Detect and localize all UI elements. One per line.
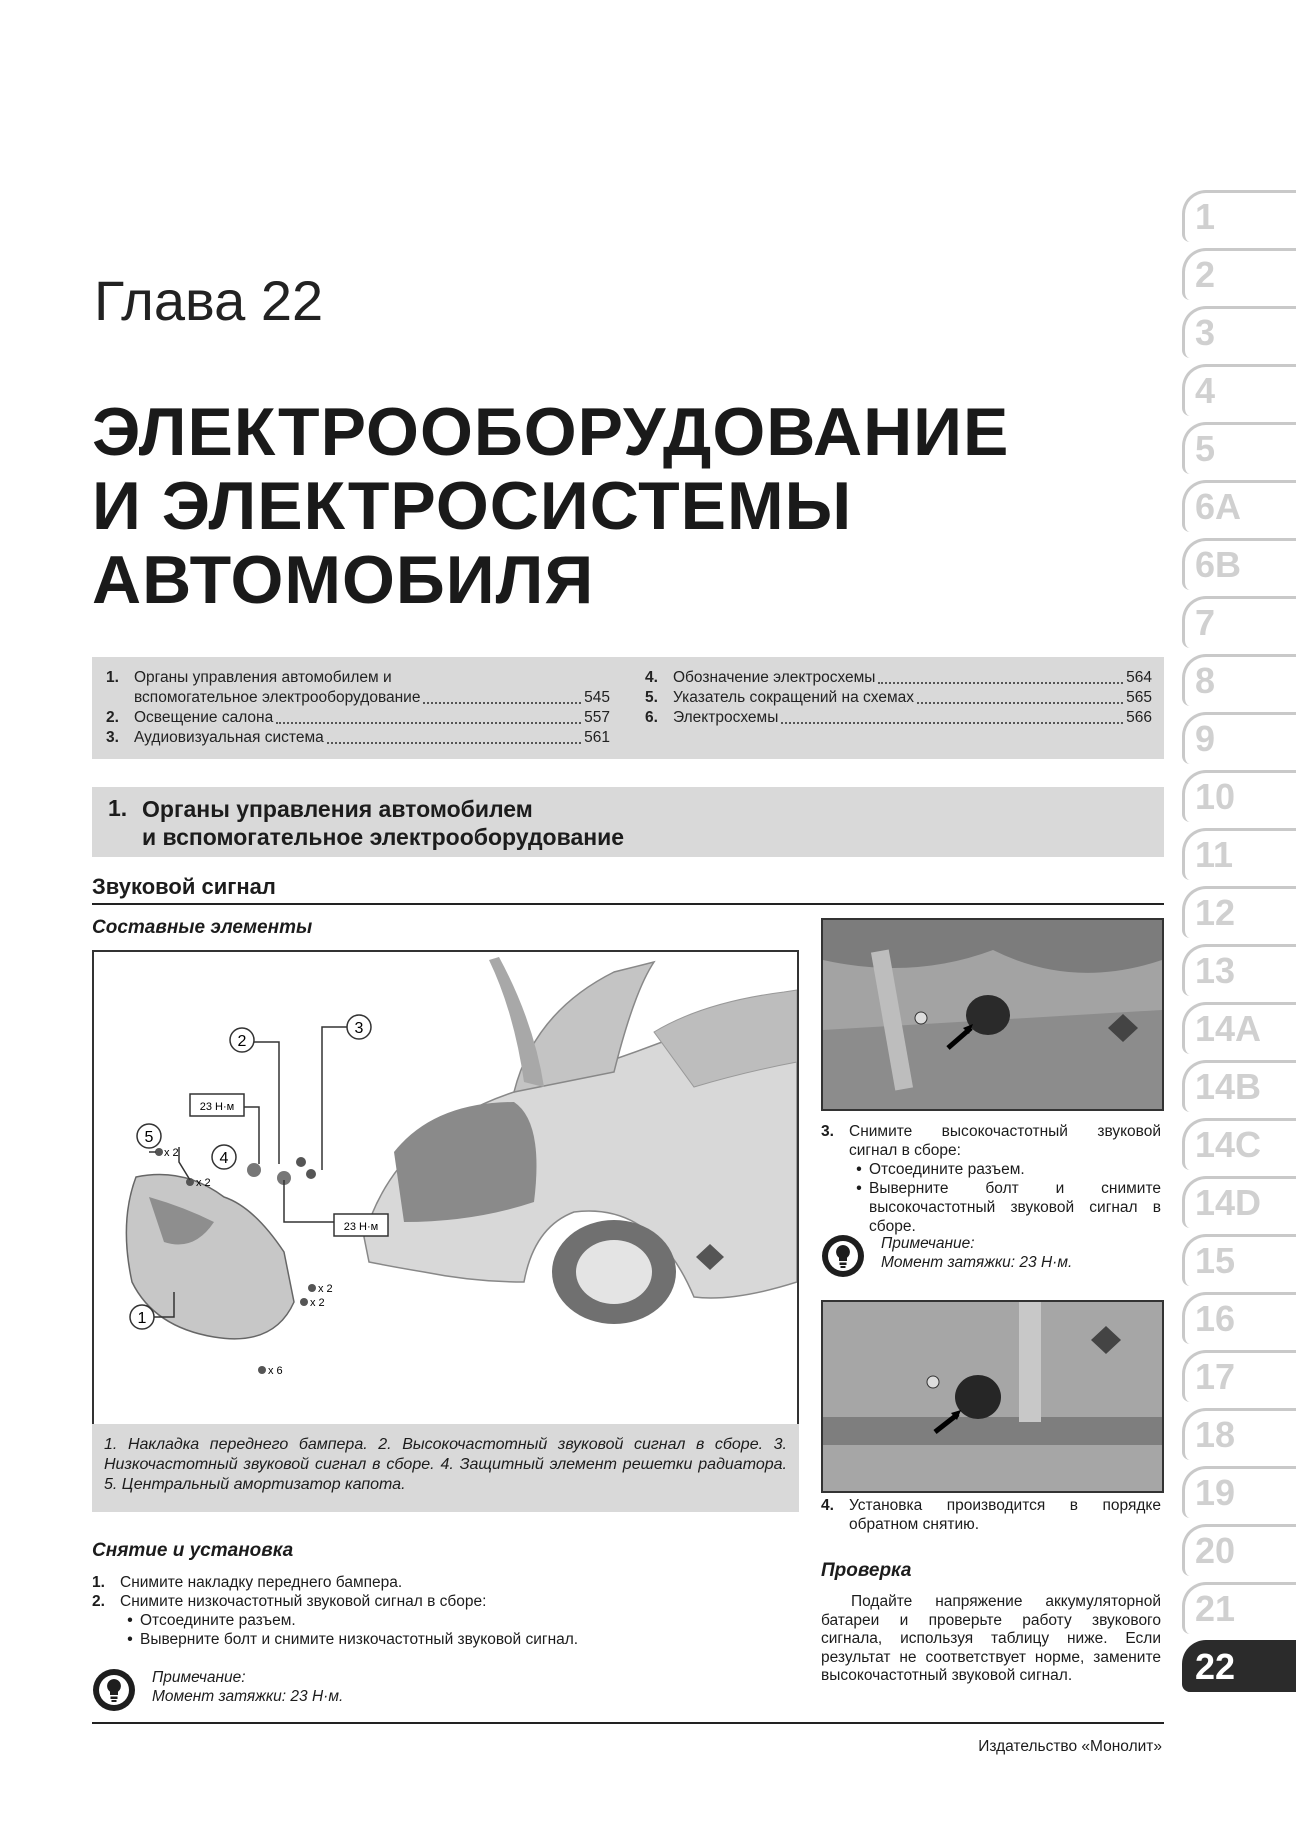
chapter-tab[interactable]: 6B (1182, 538, 1296, 590)
toc-entry-number: 3. (106, 729, 119, 746)
chapter-title (92, 395, 1152, 617)
chapter-tab[interactable]: 18 (1182, 1408, 1296, 1460)
chapter-title-line: АВТОМОБИЛЯ (92, 542, 595, 618)
step-text: Снимите высокочастотный звуковой сигнал в сборе: (849, 1123, 1161, 1159)
section-header (92, 787, 1164, 857)
chapter-title-line: И ЭЛЕКТРОСИСТЕМЫ (92, 468, 853, 544)
toc-entry-text: Аудиовизуальная система (134, 729, 324, 746)
hood-strut-shape (489, 957, 544, 1087)
note-text: Момент затяжки: 23 Н·м. (152, 1688, 344, 1705)
bullet-item (92, 1611, 732, 1630)
note-label: Примечание: (152, 1669, 246, 1686)
figure-caption-text: 1. Накладка переднего бампера. 2. Высокочастотный звуковой сигнал в сборе. 3. Низкочастотный звуковой сигнал в сборе. 4. Защитный элемент решетки радиатора. 5. Центральный амортизатор капота. (104, 1436, 787, 1493)
callout-number: 4 (219, 1150, 229, 1167)
note-label: Примечание: (881, 1235, 975, 1252)
quantity-label: x 2 (310, 1297, 325, 1309)
chapter-tab[interactable]: 10 (1182, 770, 1296, 822)
lightbulb-icon (92, 1668, 136, 1712)
torque-label-1 (190, 1094, 244, 1116)
bolt-shape (308, 1284, 316, 1292)
toc-entry-text: Органы управления автомобилем и (134, 669, 392, 686)
toc-leader-dots (878, 682, 1123, 684)
step-text: Снимите накладку переднего бампера. (120, 1574, 403, 1591)
callout-4 (212, 1145, 236, 1169)
high-horn-illustration (823, 920, 1162, 1109)
toc-entry[interactable] (645, 708, 1152, 728)
callout-1 (130, 1305, 154, 1329)
bullet-text: Отсоедините разъем. (869, 1161, 1025, 1178)
chapter-tab[interactable]: 7 (1182, 596, 1296, 648)
table-of-contents (92, 657, 1164, 759)
bullet-icon: • (856, 1161, 862, 1178)
bolt-shape (155, 1148, 163, 1156)
horn-bolt-shape (306, 1169, 316, 1179)
chapter-tab[interactable]: 6A (1182, 480, 1296, 532)
step-number: 4. (821, 1497, 834, 1514)
callout-number: 1 (137, 1310, 147, 1327)
toc-page-number: 545 (584, 689, 610, 706)
chapter-tab[interactable]: 2 (1182, 248, 1296, 300)
bullet-text: Выверните болт и снимите низкочастотный звуковой сигнал. (140, 1631, 579, 1648)
chapter-tab[interactable]: 15 (1182, 1234, 1296, 1286)
bullet-icon: • (856, 1180, 862, 1197)
toc-column-left (106, 668, 610, 748)
chapter-tab[interactable]: 8 (1182, 654, 1296, 706)
bolt-shape (258, 1366, 266, 1374)
torque-note (821, 1234, 1072, 1278)
check-heading: Проверка (821, 1560, 912, 1581)
quantity-label: x 2 (196, 1177, 211, 1189)
toc-entry[interactable] (645, 688, 1152, 708)
callout-number: 5 (144, 1129, 154, 1146)
chapter-tab[interactable]: 14A (1182, 1002, 1296, 1054)
low-horn-photo (821, 1300, 1164, 1493)
callout-number: 3 (354, 1020, 364, 1037)
toc-column-right (645, 668, 1152, 728)
torque-value: 23 Н·м (343, 1221, 379, 1233)
section-number: 1. (108, 795, 128, 821)
callout-2 (230, 1028, 254, 1052)
torque-value: 23 Н·м (199, 1101, 235, 1113)
bullet-text: Отсоедините разъем. (140, 1612, 296, 1629)
toc-page-number: 564 (1126, 669, 1152, 686)
engine-bay-shape (394, 1102, 537, 1222)
bolt-shape (300, 1298, 308, 1306)
toc-entry-text: Обозначение электросхемы (673, 669, 876, 686)
wheel-rim-shape (576, 1240, 652, 1304)
bullet-item (821, 1160, 1161, 1179)
removal-steps (92, 1573, 732, 1649)
chapter-tab[interactable]: 14B (1182, 1060, 1296, 1112)
chapter-tab[interactable]: 19 (1182, 1466, 1296, 1518)
step-number: 2. (92, 1593, 105, 1610)
toc-entry-number: 1. (106, 669, 119, 686)
note-text: Момент затяжки: 23 Н·м. (881, 1254, 1073, 1271)
footer-rule (92, 1722, 1164, 1724)
quantity-label: x 2 (318, 1283, 333, 1295)
step-number: 1. (92, 1574, 105, 1591)
chapter-tab[interactable]: 14D (1182, 1176, 1296, 1228)
section-title-line: Органы управления автомобилем (142, 796, 533, 822)
step-item (821, 1496, 1161, 1534)
toc-entry[interactable] (106, 708, 610, 728)
callout-5 (137, 1124, 161, 1148)
toc-leader-dots (327, 742, 581, 744)
toc-entry-text: Электросхемы (673, 709, 779, 726)
chapter-title-line: ЭЛЕКТРООБОРУДОВАНИЕ (92, 394, 1010, 470)
step-item (821, 1122, 1161, 1160)
toc-leader-dots (423, 702, 581, 704)
chapter-tab[interactable]: 4 (1182, 364, 1296, 416)
chapter-tab[interactable]: 16 (1182, 1292, 1296, 1344)
horn-components-figure (92, 950, 799, 1426)
chapter-tab[interactable]: 9 (1182, 712, 1296, 764)
toc-leader-dots (276, 722, 581, 724)
toc-entry-text: Указатель сокращений на схемах (673, 689, 914, 706)
chapter-tab[interactable]: 17 (1182, 1350, 1296, 1402)
low-horn-illustration (823, 1302, 1162, 1491)
bullet-text: Выверните болт и снимите высокочастотный звуковой сигнал в сборе. (869, 1180, 1161, 1235)
subsection-rule (92, 903, 1164, 905)
chapter-tab-active[interactable]: 22 (1182, 1640, 1296, 1692)
bullet-icon: • (127, 1631, 133, 1648)
toc-entry[interactable] (106, 728, 610, 748)
chapter-tab[interactable]: 13 (1182, 944, 1296, 996)
torque-label-2 (334, 1214, 388, 1236)
step-3 (821, 1122, 1161, 1236)
toc-page-number: 565 (1126, 689, 1152, 706)
subsection-heading: Звуковой сигнал (92, 874, 276, 899)
section-title-line: и вспомогательное электрооборудование (142, 824, 625, 850)
quantity-label: x 6 (268, 1365, 283, 1377)
bullet-icon: • (127, 1612, 133, 1629)
toc-leader-dots (917, 702, 1123, 704)
step-item (92, 1573, 732, 1592)
step-text: Снимите низкочастотный звуковой сигнал в сборе: (120, 1593, 487, 1610)
chapter-tab[interactable]: 3 (1182, 306, 1296, 358)
section-title (142, 795, 624, 851)
chapter-tab[interactable]: 12 (1182, 886, 1296, 938)
check-paragraph: Подайте напряжение аккумуляторной батареи и проверьте работу звукового сигнала, используя таблицу ниже. Если результат не соответствует норме, замените высокочастотный звуковой сигнал. (821, 1593, 1161, 1684)
toc-leader-dots (781, 722, 1123, 724)
step-item (92, 1592, 732, 1611)
publisher-footer: Издательство «Монолит» (978, 1738, 1162, 1755)
step-number: 3. (821, 1123, 834, 1140)
toc-entry-number: 4. (645, 669, 658, 686)
figure-caption (92, 1424, 799, 1512)
step-text: Установка производится в порядке обратном снятию. (849, 1497, 1161, 1533)
toc-entry[interactable] (106, 668, 610, 708)
removal-heading: Снятие и установка (92, 1540, 294, 1561)
high-horn-photo (821, 918, 1164, 1111)
toc-entry[interactable] (645, 668, 1152, 688)
toc-entry-text: Освещение салона (134, 709, 274, 726)
bullet-item (821, 1179, 1161, 1236)
torque-note (92, 1668, 343, 1712)
chapter-tab[interactable]: 5 (1182, 422, 1296, 474)
step-4 (821, 1496, 1161, 1534)
toc-entry-number: 2. (106, 709, 119, 726)
chapter-tab[interactable]: 20 (1182, 1524, 1296, 1576)
chapter-tab[interactable]: 1 (1182, 190, 1296, 242)
horn-bolt-shape (296, 1157, 306, 1167)
bullet-item (92, 1630, 732, 1649)
toc-page-number: 566 (1126, 709, 1152, 726)
callout-number: 2 (237, 1033, 247, 1050)
chapter-tab[interactable]: 21 (1182, 1582, 1296, 1634)
lightbulb-icon (821, 1234, 865, 1278)
toc-entry-number: 6. (645, 709, 658, 726)
callout-3 (347, 1015, 371, 1039)
high-horn-shape (247, 1163, 261, 1177)
components-heading: Составные элементы (92, 917, 313, 938)
quantity-label: x 2 (164, 1147, 179, 1159)
chapter-tab[interactable]: 11 (1182, 828, 1296, 880)
chapter-label: Глава 22 (94, 269, 324, 332)
horn-components-illustration (94, 952, 797, 1424)
toc-page-number: 561 (584, 729, 610, 746)
toc-entry-number: 5. (645, 689, 658, 706)
chapter-tab[interactable]: 14C (1182, 1118, 1296, 1170)
toc-page-number: 557 (584, 709, 610, 726)
toc-entry-text: вспомогательное электрооборудование (134, 689, 421, 706)
